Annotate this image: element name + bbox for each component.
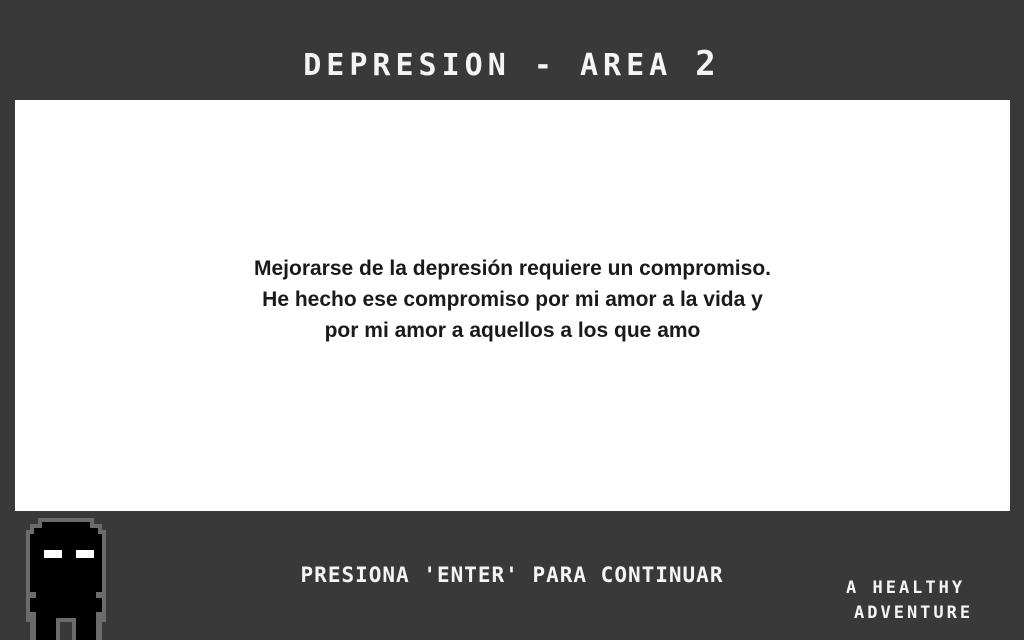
dialog-panel [15, 100, 1010, 511]
logo-line-1: A HEALTHY [846, 578, 966, 598]
dialog-line: He hecho ese compromiso por mi amor a la vida y [262, 288, 763, 311]
area-number: 2 [695, 44, 721, 84]
dialog-line: por mi amor a aquellos a los que amo [324, 319, 701, 342]
area-title [0, 44, 1024, 84]
area-title-text: DEPRESION - AREA [303, 48, 696, 83]
player-character-sprite [24, 518, 108, 640]
continue-prompt: PRESIONA 'ENTER' PARA CONTINUAR [300, 563, 724, 587]
game-logo-text [840, 576, 1010, 626]
logo-line-2: ADVENTURE [854, 603, 974, 623]
dialog-line: Mejorarse de la depresión requiere un compromiso. [254, 257, 771, 280]
dialog-message [254, 253, 771, 346]
